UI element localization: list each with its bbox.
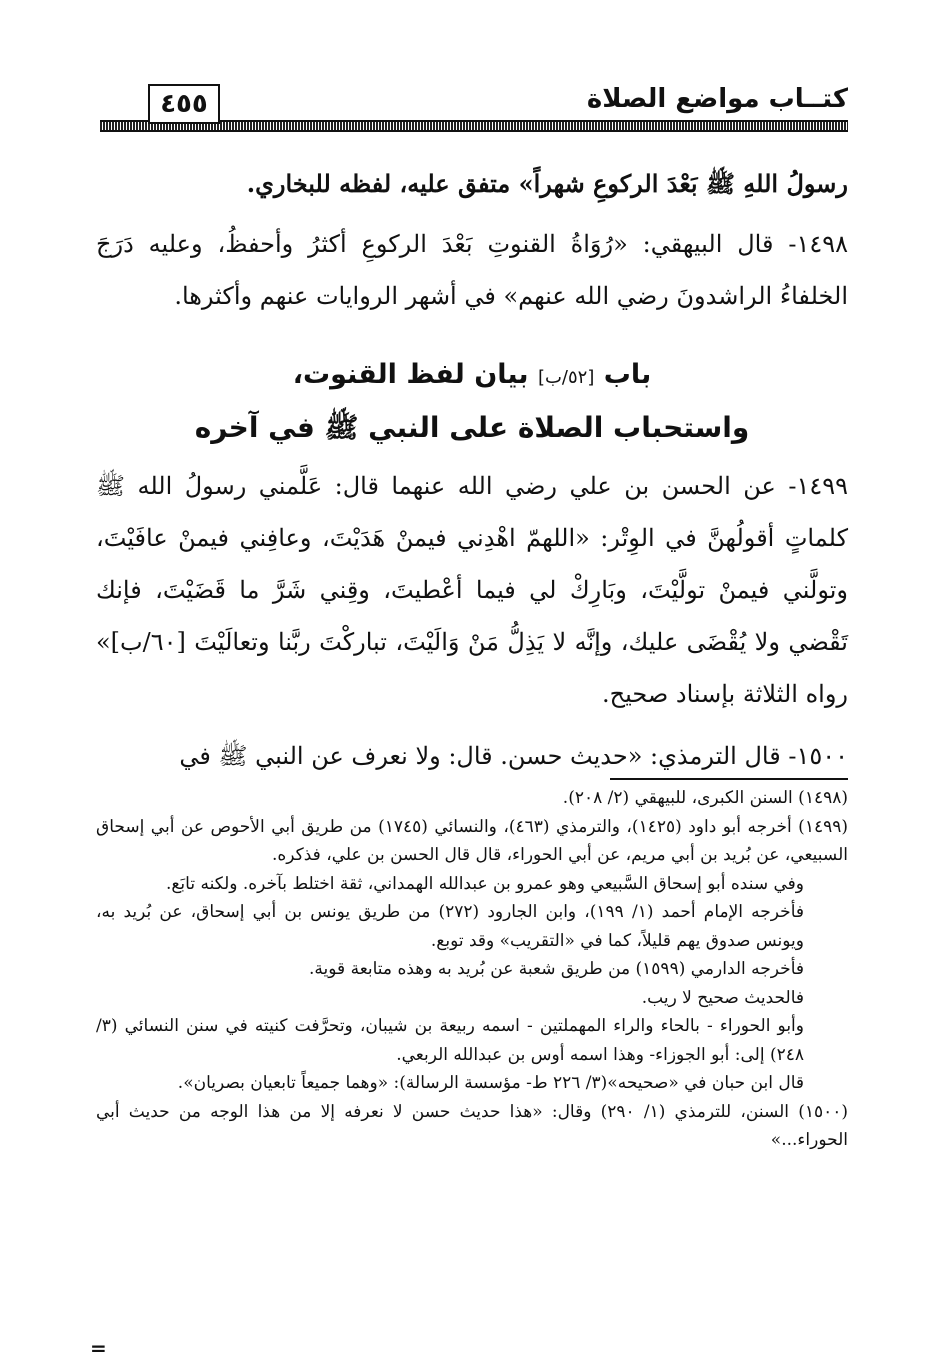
text-block-bottom bbox=[96, 460, 848, 782]
chapter-title: بيان لفظ القنوت، bbox=[292, 359, 529, 390]
footnotes bbox=[96, 784, 848, 1155]
footnote-separator bbox=[610, 778, 848, 780]
chapter-heading bbox=[96, 350, 848, 453]
footnote-1498: (١٤٩٨) السنن الكبرى، للبيهقي (٢/ ٢٠٨). bbox=[562, 788, 848, 808]
footnote-1499-note: وفي سنده أبو إسحاق السَّبيعي وهو عمرو بن عبدالله الهمداني، ثقة اختلط بآخره. ولكنه تابَع. bbox=[165, 873, 804, 894]
text-block-top bbox=[96, 158, 848, 322]
page-number: ٤٥٥ bbox=[148, 84, 220, 124]
footnote-1499-note: قال ابن حبان في «صحيحه»(٣/ ٢٢٦ ط- مؤسسة الرسالة): «وهما جميعاً تابعيان بصريان». bbox=[177, 1073, 804, 1093]
manuscript-ref: [٥٢/ب] bbox=[537, 367, 595, 388]
footnote-1499: (١٤٩٩) أخرجه أبو داود (١٤٢٥)، والترمذي (٤٦٣)، والنسائي (١٧٤٥) من طريق أبي الأحوص عن أبي إسحاق السبيعي، عن بُريد بن أبي مريم، عن أبي الحوراء، قال قال الحسن بن علي، فذكره. bbox=[96, 816, 848, 865]
chapter-heading-line1 bbox=[96, 350, 848, 403]
footnote-1499-note: فأخرجه الدارمي (١٥٩٩) من طريق شعبة عن بُريد به وهذه متابعة قوية. bbox=[309, 959, 804, 979]
paragraph-1500: ١٥٠٠- قال الترمذي: «حديث حسن. قال: ولا نعرف عن النبي ﷺ في bbox=[179, 742, 848, 770]
chapter-label: باب bbox=[603, 359, 652, 390]
paragraph-1499: ١٤٩٩- عن الحسن بن علي رضي الله عنهما قال: عَلَّمني رسولُ الله ﷺ كلماتٍ أقولُهنَّ في الوِتْر: «اللهمّ اهْدِني فيمنْ هَدَيْتَ، وعافِني فيمنْ عافَيْتَ، وتولَّني فيمنْ تولَّيْتَ، وبَارِكْ لي فيما أعْطيتَ، وقِني شَرَّ ما قَضَيْتَ، فإنك تَقْضي ولا يُقْضَى عليك، وإنَّه لا يَذِلُّ مَنْ وَالَيْتَ، تباركْتَ ربَّنا وتعالَيْتَ [٦٠/ب]» رواه الثلاثة بإسناد صحيح. bbox=[96, 472, 848, 708]
footnote-1499-note: فالحديث صحيح لا ريب. bbox=[641, 987, 804, 1008]
continuation-mark: = bbox=[90, 1336, 107, 1360]
paragraph-1498: ١٤٩٨- قال البيهقي: «رُوَاةُ القنوتِ بَعْدَ الركوعِ أكثرُ وأحفظُ، وعليه دَرَجَ الخلفاءُ الراشدونَ رضي الله عنهم» في أشهر الروايات عنهم وأكثرها. bbox=[96, 230, 848, 310]
footnote-1500: (١٥٠٠) السنن، للترمذي (١/ ٢٩٠) وقال: «هذا حديث حسن لا نعرفه إلا من هذا الوجه من حديث أبي الحوراء...» bbox=[96, 1101, 848, 1150]
page-header bbox=[100, 80, 848, 140]
running-title: كتــاب مواضع الصلاة bbox=[586, 84, 848, 114]
chapter-heading-line2: واستحباب الصلاة على النبي ﷺ في آخره bbox=[194, 411, 750, 444]
footnote-1499-note: وأبو الحوراء - بالحاء والراء المهملتين - اسمه ربيعة بن شيبان، وتحرَّفت كنيته في سنن النسائي (٣/ ٢٤٨) إلى: أبو الجوزاء- وهذا اسمه أوس بن عبدالله الربعي. bbox=[96, 1016, 804, 1065]
paragraph-continuation: رسولُ اللهِ ﷺ بَعْدَ الركوعِ شهراً» متفق عليه، لفظه للبخاري. bbox=[246, 169, 848, 198]
footnote-1499-note: فأخرجه الإمام أحمد (١/ ١٩٩)، وابن الجارود (٢٧٢) من طريق يونس بن أبي إسحاق، عن بُريد به، ويونس صدوق يهم قليلاً، كما في «التقريب» وقد توبع. bbox=[96, 902, 804, 951]
